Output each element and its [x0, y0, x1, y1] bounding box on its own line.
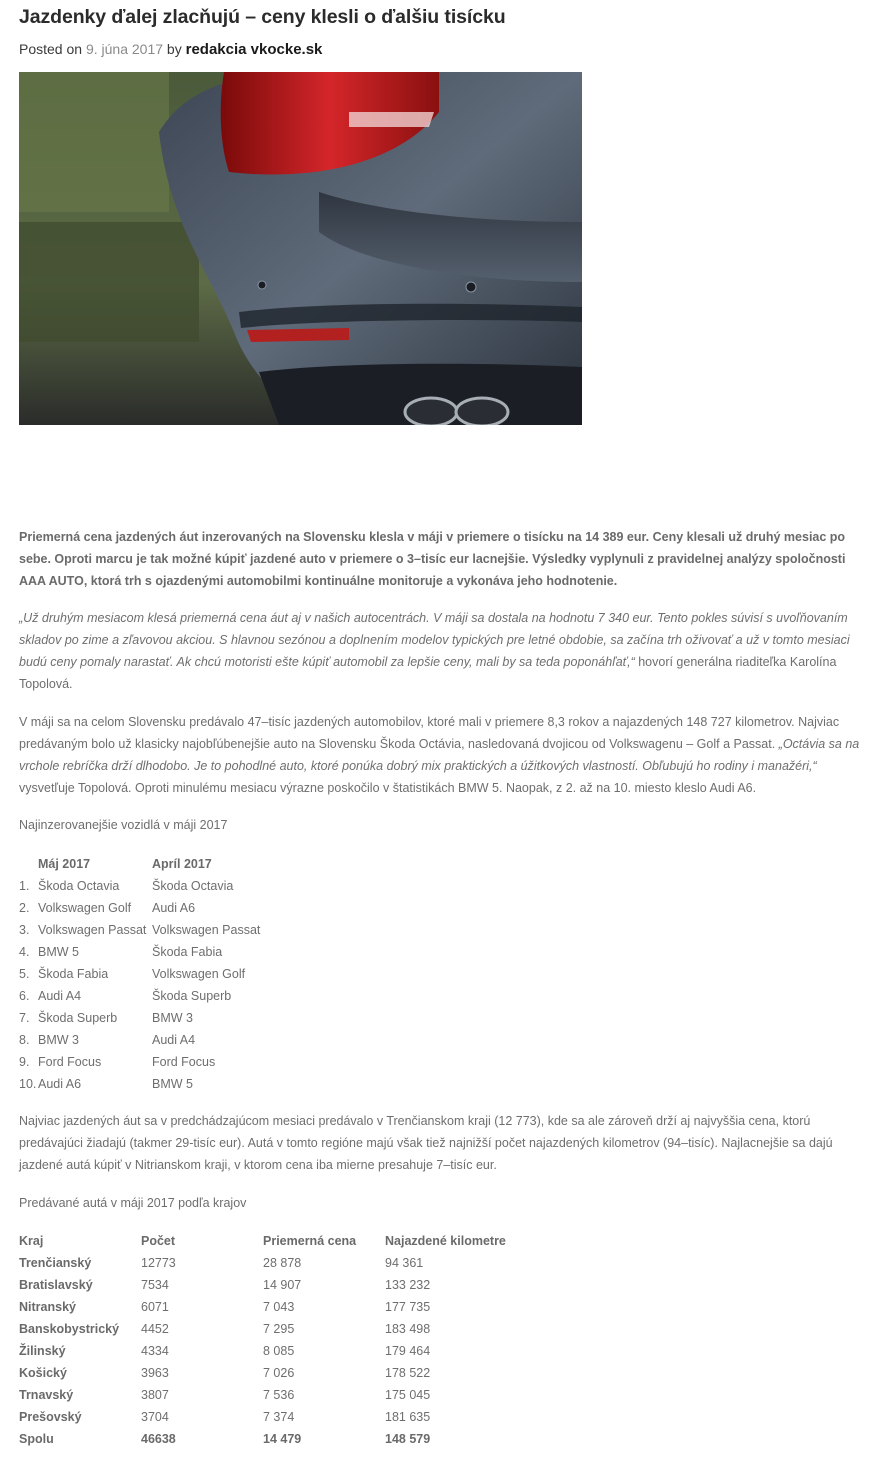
- region-km: 181 635: [385, 1410, 431, 1424]
- table-row: [19, 1029, 260, 1051]
- region-price: 7 295: [263, 1322, 295, 1336]
- region-count: 3963: [141, 1366, 169, 1380]
- regions-caption: Predávané autá v máji 2017 podľa krajov: [19, 1196, 247, 1210]
- region-km: 183 498: [385, 1322, 431, 1336]
- region-count: 3807: [141, 1388, 169, 1402]
- top-list-caption: Najinzerovanejšie vozidlá v máji 2017: [19, 818, 228, 832]
- april-model: Ford Focus: [152, 1055, 216, 1069]
- region-name: Trnavský: [19, 1388, 74, 1402]
- hero-image: [19, 72, 582, 425]
- region-header: Kraj: [19, 1234, 44, 1248]
- table-row: [19, 1051, 260, 1073]
- region-count: 12773: [141, 1256, 176, 1270]
- region-km: 133 232: [385, 1278, 431, 1292]
- region-name: Bratislavský: [19, 1278, 93, 1292]
- author-link[interactable]: redakcia vkocke.sk: [185, 41, 323, 58]
- region-count: 7534: [141, 1278, 169, 1292]
- km-header: Najazdené kilometre: [385, 1234, 506, 1248]
- region-km: 94 361: [385, 1256, 424, 1270]
- april-model: Volkswagen Passat: [152, 923, 261, 937]
- may-model: Audi A4: [38, 989, 82, 1003]
- table-row: [19, 985, 260, 1007]
- region-price: 7 536: [263, 1388, 295, 1402]
- rank: 2.: [19, 901, 30, 915]
- table-row: [19, 875, 260, 897]
- region-count: 4334: [141, 1344, 169, 1358]
- may-model: Audi A6: [38, 1077, 82, 1091]
- total-count: 46638: [141, 1432, 176, 1446]
- post-meta: [19, 41, 322, 58]
- may-model: BMW 3: [38, 1033, 79, 1047]
- quote-paragraph: [19, 607, 865, 695]
- rank-header: [19, 853, 38, 875]
- sales-quote: „Octávia sa na vrchole rebríčka drží dlhodobo. Je to pohodlné auto, ktoré ponúka dobrý mix praktických a úžitkových vlastností. Obľubujú ho rodiny i manažéri,“: [19, 737, 860, 773]
- table-row: [19, 897, 260, 919]
- table-row: [19, 1362, 506, 1384]
- posted-on-label: Posted on: [19, 41, 83, 57]
- sales-text-end: vysvetľuje Topolová. Oproti minulému mesiacu výrazne poskočilo v štatistikách BMW 5. Naopak, z 2. až na 10. miesto kleslo Audi A6.: [19, 781, 757, 795]
- quote-attribution: hovorí generálna riaditeľka Karolína Topolová.: [19, 655, 837, 691]
- region-price: 8 085: [263, 1344, 295, 1358]
- table-row: [19, 1252, 506, 1274]
- lead-paragraph: Priemerná cena jazdených áut inzerovaných na Slovensku klesla v máji v priemere o tisícku na 14 389 eur. Ceny klesali už druhý mesiac po sebe. Oproti marcu je tak možné kúpiť jazdené auto v priemere o 3–tisíc eur lacnejšie. Výsledky vyplynuli z pravidelnej analýzy spoločnosti AAA AUTO, ktorá trh s ojazdenými automobilmi kontinuálne monitoruje a vykonáva jeho hodnotenie.: [19, 530, 846, 588]
- region-count: 3704: [141, 1410, 169, 1424]
- april-model: Audi A4: [152, 1033, 196, 1047]
- rank: 8.: [19, 1033, 30, 1047]
- april-model: Audi A6: [152, 901, 196, 915]
- rank: 1.: [19, 879, 30, 893]
- region-price: 28 878: [263, 1256, 302, 1270]
- quote-text: „Už druhým mesiacom klesá priemerná cena áut aj v našich autocentrách. V máji sa dostala na hodnotu 7 340 eur. Tento pokles súvisí s uvoľňovaním skladov po zime a zľavovou akciou. S hlavnou sezónou a doplnením modelov typických pre letné obdobie, sa začína trh oživovať a už v tomto mesiaci budú ceny pomaly narastať. Ak chcú motoristi ešte kúpiť automobil za lepšie ceny, mali by sa teda poponáhľať,“: [19, 611, 850, 669]
- rank: 3.: [19, 923, 30, 937]
- region-km: 175 045: [385, 1388, 431, 1402]
- april-model: Škoda Superb: [152, 989, 232, 1003]
- region-name: Prešovský: [19, 1410, 82, 1424]
- may-model: Škoda Superb: [38, 1011, 118, 1025]
- may-header: Máj 2017: [38, 857, 91, 871]
- table-row: [19, 963, 260, 985]
- table-row: [19, 1384, 506, 1406]
- april-model: Škoda Octavia: [152, 879, 234, 893]
- april-model: BMW 3: [152, 1011, 193, 1025]
- region-name: Žilinský: [19, 1344, 66, 1358]
- may-model: Ford Focus: [38, 1055, 102, 1069]
- region-name: Nitranský: [19, 1300, 76, 1314]
- rank: 4.: [19, 945, 30, 959]
- may-model: Škoda Fabia: [38, 967, 109, 981]
- april-header: Apríl 2017: [152, 857, 212, 871]
- by-label: by: [166, 41, 182, 57]
- rank: 6.: [19, 989, 30, 1003]
- total-row: [19, 1428, 506, 1450]
- table-header-row: [19, 853, 260, 875]
- region-price: 7 374: [263, 1410, 295, 1424]
- table-row: [19, 941, 260, 963]
- april-model: Volkswagen Golf: [152, 967, 246, 981]
- regions-table: [19, 1230, 506, 1450]
- sales-text-start: V máji sa na celom Slovensku predávalo 47–tisíc jazdených automobilov, ktoré mali v priemere 8,3 rokov a najazdených 148 727 kilometrov. Najviac predávaným bolo už klasicky najobľúbenejšie auto na Slovensku Škoda Octávia, nasledovaná dvojicou od Volkswagenu – Golf a Passat.: [19, 715, 840, 751]
- rank: 7.: [19, 1011, 30, 1025]
- table-row: [19, 1406, 506, 1428]
- table-header-row: [19, 1230, 506, 1252]
- region-km: 179 464: [385, 1344, 431, 1358]
- region-price: 14 907: [263, 1278, 302, 1292]
- region-km: 177 735: [385, 1300, 431, 1314]
- table-row: [19, 1007, 260, 1029]
- region-name: Banskobystrický: [19, 1322, 120, 1336]
- region-name: Trenčianský: [19, 1256, 92, 1270]
- region-price: 7 043: [263, 1300, 295, 1314]
- may-model: Volkswagen Golf: [38, 901, 132, 915]
- april-model: BMW 5: [152, 1077, 193, 1091]
- rank: 9.: [19, 1055, 30, 1069]
- table-row: [19, 1318, 506, 1340]
- post-date-link[interactable]: 9. júna 2017: [85, 41, 164, 57]
- region-count: 6071: [141, 1300, 169, 1314]
- price-header: Priemerná cena: [263, 1234, 357, 1248]
- may-model: Škoda Octavia: [38, 879, 120, 893]
- article-title[interactable]: Jazdenky ďalej zlacňujú – ceny klesli o ďalšiu tisícku: [19, 6, 506, 28]
- region-price: 7 026: [263, 1366, 295, 1380]
- may-model: BMW 5: [38, 945, 79, 959]
- top-vehicles-table: [19, 853, 260, 1095]
- table-row: [19, 1340, 506, 1362]
- total-km: 148 579: [385, 1432, 431, 1446]
- count-header: Počet: [141, 1234, 176, 1248]
- region-count: 4452: [141, 1322, 169, 1336]
- region-km: 178 522: [385, 1366, 431, 1380]
- total-label: Spolu: [19, 1432, 54, 1446]
- car-rear-photo-icon: [19, 72, 582, 425]
- table-row: [19, 1274, 506, 1296]
- sales-paragraph: [19, 711, 865, 799]
- total-price: 14 479: [263, 1432, 302, 1446]
- may-model: Volkswagen Passat: [38, 923, 147, 937]
- table-row: [19, 919, 260, 941]
- region-name: Košický: [19, 1366, 67, 1380]
- regions-paragraph: Najviac jazdených áut sa v predchádzajúcom mesiaci predávalo v Trenčianskom kraji (12 773), kde sa ale zároveň drží aj najvyššia cena, ktorú predávajúci žiadajú (takmer 29-tisíc eur). Autá v tomto regióne majú však tiež najnižší počet najazdených kilometrov (94–tisíc). Najlacnejšie sa dajú jazdené autá kúpiť v Nitrianskom kraji, v ktorom cena iba mierne presahuje 7–tisíc eur.: [19, 1114, 833, 1172]
- table-row: [19, 1073, 260, 1095]
- rank: 10.: [19, 1077, 37, 1091]
- rank: 5.: [19, 967, 30, 981]
- table-row: [19, 1296, 506, 1318]
- april-model: Škoda Fabia: [152, 945, 223, 959]
